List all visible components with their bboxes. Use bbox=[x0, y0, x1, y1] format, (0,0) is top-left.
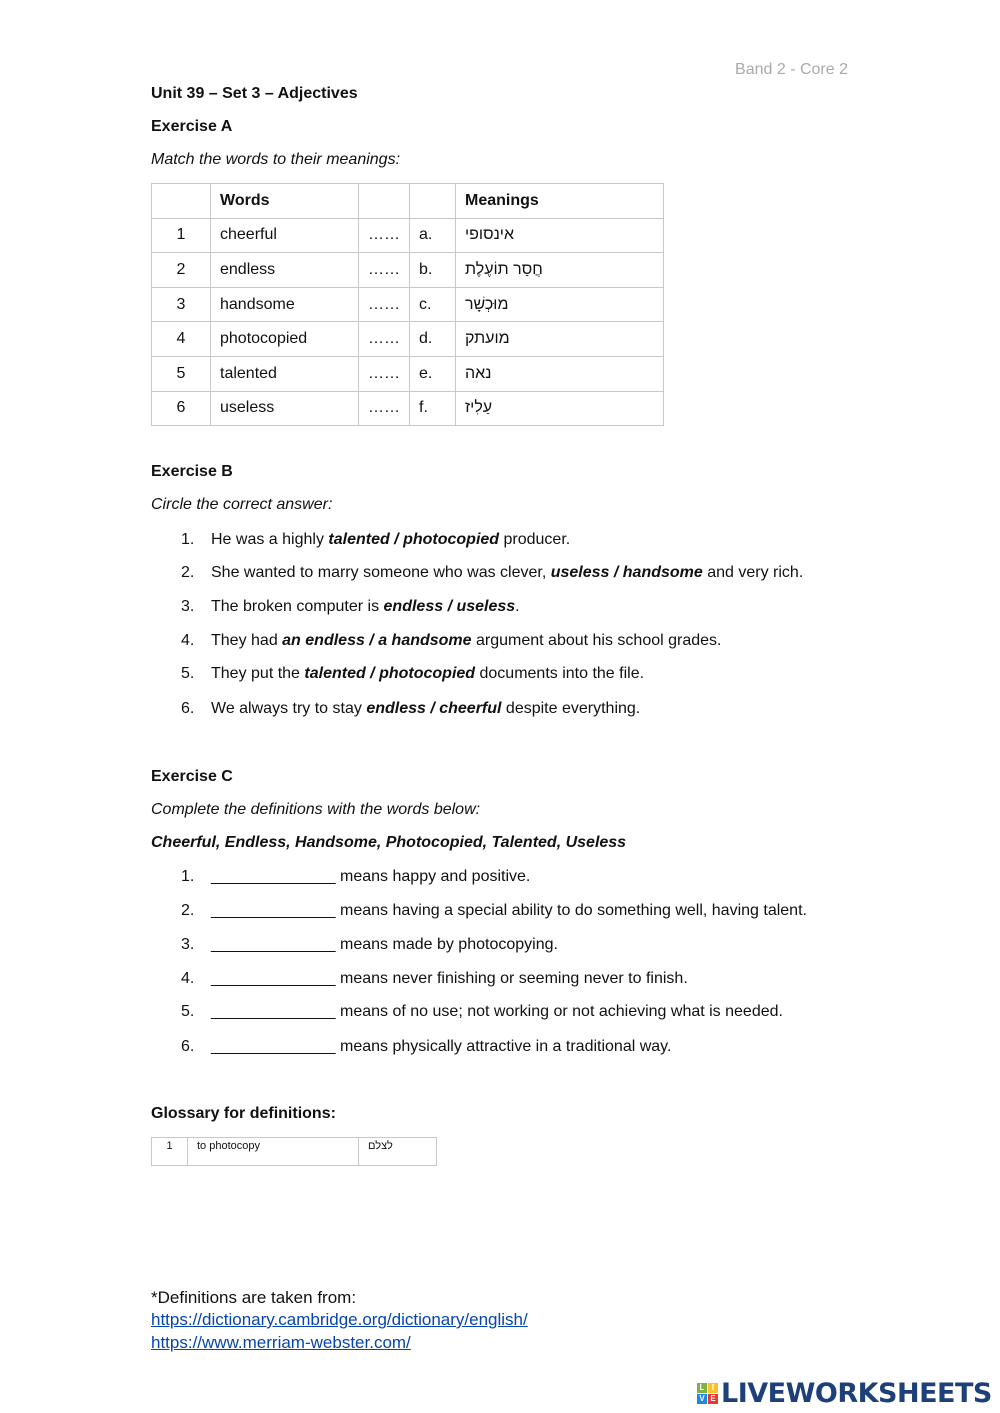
meaning-cell: נאה bbox=[456, 356, 664, 391]
sentence-post: . bbox=[515, 598, 520, 615]
answer-blank[interactable]: ______________ bbox=[211, 1038, 336, 1055]
list-item bbox=[211, 631, 722, 651]
list-item bbox=[211, 699, 640, 719]
cambridge-link[interactable]: https://dictionary.cambridge.org/dictionary/english/ bbox=[151, 1310, 528, 1329]
sentence-post: despite everything. bbox=[501, 700, 641, 717]
table-row bbox=[152, 391, 664, 426]
answer-blank[interactable]: …… bbox=[359, 287, 410, 322]
exercise-b-instruction: Circle the correct answer: bbox=[151, 496, 333, 513]
definition-text: means having a special ability to do something well, having talent. bbox=[335, 902, 807, 919]
item-number: 2. bbox=[181, 564, 195, 581]
meaning-cell: מועתק bbox=[456, 322, 664, 357]
meaning-cell: חֲסַר תוֹעֶלֶת bbox=[456, 253, 664, 288]
word-cell: talented bbox=[211, 356, 359, 391]
meaning-cell: עַלִיז bbox=[456, 391, 664, 426]
item-number: 3. bbox=[181, 598, 195, 615]
table-row bbox=[152, 218, 664, 253]
answer-choice[interactable]: an endless / a handsome bbox=[282, 632, 472, 649]
liveworksheets-logo bbox=[697, 1378, 992, 1409]
footer-note: *Definitions are taken from: bbox=[151, 1288, 357, 1307]
row-number: 6 bbox=[152, 391, 211, 426]
row-number: 4 bbox=[152, 322, 211, 357]
word-cell: endless bbox=[211, 253, 359, 288]
definition-text: means never finishing or seeming never to finish. bbox=[335, 970, 688, 987]
list-item bbox=[211, 664, 644, 684]
glossary-num: 1 bbox=[152, 1138, 188, 1166]
list-item bbox=[211, 1002, 783, 1022]
col-meanings: Meanings bbox=[456, 184, 664, 219]
header-note: Band 2 - Core 2 bbox=[735, 61, 848, 78]
meaning-cell: אינסופי bbox=[456, 218, 664, 253]
item-number: 5. bbox=[181, 1003, 195, 1020]
col-words: Words bbox=[211, 184, 359, 219]
definition-text: means physically attractive in a traditional way. bbox=[335, 1038, 672, 1055]
item-number: 1. bbox=[181, 531, 195, 548]
answer-blank[interactable]: …… bbox=[359, 356, 410, 391]
glossary-term: to photocopy bbox=[188, 1138, 359, 1166]
list-item bbox=[211, 1037, 671, 1057]
word-cell: photocopied bbox=[211, 322, 359, 357]
sentence-pre: The broken computer is bbox=[211, 598, 384, 615]
meaning-letter: d. bbox=[410, 322, 456, 357]
merriam-webster-link[interactable]: https://www.merriam-webster.com/ bbox=[151, 1333, 411, 1352]
exercise-b-heading: Exercise B bbox=[151, 463, 233, 480]
meaning-cell: מוּכְשָׁר bbox=[456, 287, 664, 322]
table-row bbox=[152, 253, 664, 288]
list-item bbox=[211, 901, 807, 921]
table-row bbox=[152, 356, 664, 391]
item-number: 2. bbox=[181, 902, 195, 919]
answer-blank[interactable]: ______________ bbox=[211, 1003, 336, 1020]
sentence-pre: We always try to stay bbox=[211, 700, 367, 717]
word-cell: handsome bbox=[211, 287, 359, 322]
word-cell: cheerful bbox=[211, 218, 359, 253]
answer-blank[interactable]: ______________ bbox=[211, 868, 336, 885]
sentence-pre: They put the bbox=[211, 665, 305, 682]
meaning-letter: a. bbox=[410, 218, 456, 253]
item-number: 6. bbox=[181, 1038, 195, 1055]
sentence-post: documents into the file. bbox=[475, 665, 645, 682]
list-item bbox=[211, 563, 803, 583]
answer-choice[interactable]: endless / cheerful bbox=[366, 700, 502, 717]
table-row bbox=[152, 287, 664, 322]
glossary-heading: Glossary for definitions: bbox=[151, 1105, 336, 1122]
page-title: Unit 39 – Set 3 – Adjectives bbox=[151, 85, 358, 102]
answer-blank[interactable]: ______________ bbox=[211, 936, 336, 953]
answer-blank[interactable]: ______________ bbox=[211, 970, 336, 987]
sentence-post: argument about his school grades. bbox=[471, 632, 722, 649]
logo-blocks-icon: L I V E bbox=[697, 1383, 718, 1404]
glossary-hebrew: לצלם bbox=[359, 1138, 437, 1166]
answer-choice[interactable]: endless / useless bbox=[383, 598, 516, 615]
row-number: 3 bbox=[152, 287, 211, 322]
item-number: 5. bbox=[181, 665, 195, 682]
row-number: 2 bbox=[152, 253, 211, 288]
list-item bbox=[211, 969, 688, 989]
table-row bbox=[152, 1138, 437, 1166]
item-number: 4. bbox=[181, 970, 195, 987]
list-item bbox=[211, 597, 520, 617]
answer-choice[interactable]: talented / photocopied bbox=[304, 665, 476, 682]
logo-text: LIVEWORKSHEETS bbox=[721, 1378, 992, 1409]
definition-text: means happy and positive. bbox=[335, 868, 531, 885]
item-number: 6. bbox=[181, 700, 195, 717]
row-number: 5 bbox=[152, 356, 211, 391]
item-number: 3. bbox=[181, 936, 195, 953]
sentence-pre: He was a highly bbox=[211, 531, 329, 548]
matching-table bbox=[151, 183, 664, 426]
exercise-c-instruction: Complete the definitions with the words below: bbox=[151, 801, 481, 818]
answer-blank[interactable]: …… bbox=[359, 218, 410, 253]
table-row bbox=[152, 322, 664, 357]
meaning-letter: c. bbox=[410, 287, 456, 322]
sentence-post: producer. bbox=[499, 531, 571, 548]
exercise-c-heading: Exercise C bbox=[151, 768, 233, 785]
sentence-pre: They had bbox=[211, 632, 283, 649]
answer-choice[interactable]: useless / handsome bbox=[550, 564, 703, 581]
meaning-letter: b. bbox=[410, 253, 456, 288]
answer-blank[interactable]: …… bbox=[359, 391, 410, 426]
sentence-pre: She wanted to marry someone who was clever, bbox=[211, 564, 551, 581]
exercise-a-instruction: Match the words to their meanings: bbox=[151, 151, 401, 168]
answer-blank[interactable]: …… bbox=[359, 322, 410, 357]
definition-text: means of no use; not working or not achieving what is needed. bbox=[335, 1003, 783, 1020]
meaning-letter: e. bbox=[410, 356, 456, 391]
answer-choice[interactable]: talented / photocopied bbox=[328, 531, 500, 548]
word-bank: Cheerful, Endless, Handsome, Photocopied, Talented, Useless bbox=[151, 834, 627, 851]
glossary-table bbox=[151, 1137, 437, 1166]
answer-blank[interactable]: …… bbox=[359, 253, 410, 288]
list-item bbox=[211, 935, 558, 955]
row-number: 1 bbox=[152, 218, 211, 253]
answer-blank[interactable]: ______________ bbox=[211, 902, 336, 919]
list-item bbox=[211, 867, 530, 887]
item-number: 1. bbox=[181, 868, 195, 885]
list-item bbox=[211, 530, 570, 550]
meaning-letter: f. bbox=[410, 391, 456, 426]
sentence-post: and very rich. bbox=[702, 564, 804, 581]
table-header-row bbox=[152, 184, 664, 219]
word-cell: useless bbox=[211, 391, 359, 426]
definition-text: means made by photocopying. bbox=[335, 936, 558, 953]
item-number: 4. bbox=[181, 632, 195, 649]
exercise-a-heading: Exercise A bbox=[151, 118, 233, 135]
